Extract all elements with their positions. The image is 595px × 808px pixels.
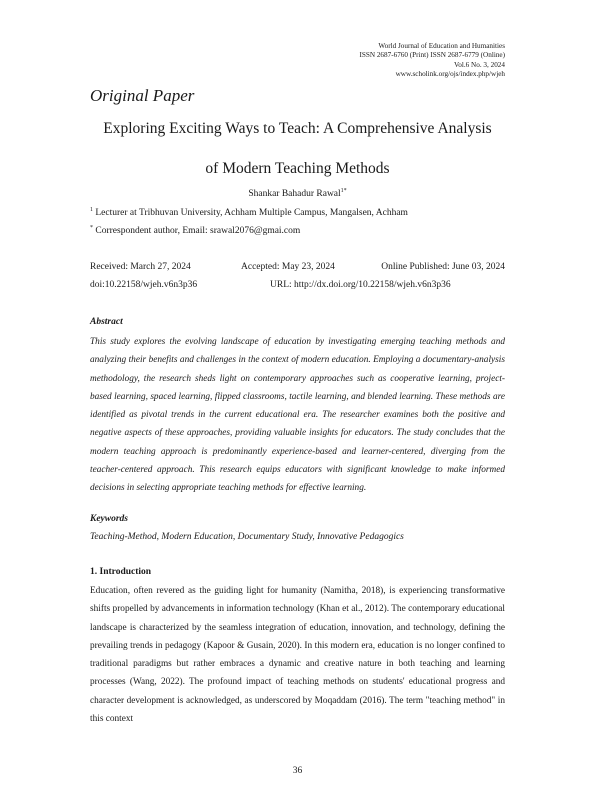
accepted-date: Accepted: May 23, 2024	[241, 262, 335, 272]
received-date: Received: March 27, 2024	[90, 262, 191, 272]
journal-header	[359, 42, 505, 80]
page-number: 36	[292, 766, 303, 776]
introduction-heading: 1. Introduction	[90, 567, 152, 577]
affiliation-mark: *	[90, 225, 93, 231]
keywords-heading: Keywords	[90, 514, 128, 524]
journal-url: www.scholink.org/ojs/index.php/wjeh	[395, 70, 505, 79]
title-line-1: Exploring Exciting Ways to Teach: A Comprehensive Analysis	[103, 120, 492, 137]
doi-row	[90, 280, 505, 290]
journal-volume: Vol.6 No. 3, 2024	[454, 60, 505, 69]
author	[0, 188, 595, 199]
paper-type: Original Paper	[90, 86, 195, 105]
affiliation-2	[90, 225, 300, 236]
author-name: Shankar Bahadur Rawal	[248, 189, 341, 200]
keywords-text: Teaching-Method, Modern Education, Documentary Study, Innovative Pedagogics	[90, 532, 404, 542]
affiliation-mark: 1	[90, 207, 93, 213]
dates-row	[90, 262, 505, 272]
affiliation-text: Lecturer at Tribhuvan University, Achham Multiple Campus, Mangalsen, Achham	[95, 208, 408, 219]
abstract-heading: Abstract	[90, 317, 123, 327]
doi: doi:10.22158/wjeh.v6n3p36	[90, 280, 198, 290]
author-marks: 1*	[340, 188, 347, 194]
affiliation-text: Correspondent author, Email: srawal2076@gmai.com	[95, 226, 301, 237]
title-line-2: of Modern Teaching Methods	[205, 160, 390, 177]
affiliation-1	[90, 207, 408, 218]
abstract-text: This study explores the evolving landscape of education by investigating emerging teaching methods and analyzing their benefits and challenges in the context of modern education. Employing a documentary-analysis methodology, the research sheds light on contemporary approaches such as cooperative learning, project-based learning, spaced learning, flipped classrooms, tactile learning, and blended learning. These methods are identified as pivotal trends in the current educational era. The researcher examines both the positive and negative aspects of these approaches, providing valuable insights for educators. The study concludes that the modern teaching approach is predominantly experience-based and learner-centered, diverging from the teacher-centered approach. This research equips educators with significant knowledge to make informed decisions in selecting appropriate teaching methods for effective learning.	[90, 337, 505, 494]
published-date: Online Published: June 03, 2024	[381, 262, 505, 272]
journal-issn: ISSN 2687-6760 (Print) ISSN 2687-6779 (Online)	[359, 51, 505, 60]
journal-name: World Journal of Education and Humanities	[378, 42, 505, 50]
introduction-text: Education, often revered as the guiding light for humanity (Namitha, 2018), is experiencing transformative shifts propelled by advancements in information technology (Khan et al., 2012). The contemporary educational landscape is characterized by the seamless integration of education, innovation, and technology, defining the prevailing trends in pedagogy (Kapoor & Gusain, 2020). In this modern era, education is no longer confined to traditional paradigms but rather embraces a dynamic and creative nature in both teaching and learning processes (Wang, 2022). The profound impact of teaching methods on students' educational progress and character development is acknowledged, as underscored by Moqaddam (2016). The term "teaching method" in this context	[90, 586, 505, 725]
doi-url: URL: http://dx.doi.org/10.22158/wjeh.v6n3p36	[270, 280, 451, 290]
